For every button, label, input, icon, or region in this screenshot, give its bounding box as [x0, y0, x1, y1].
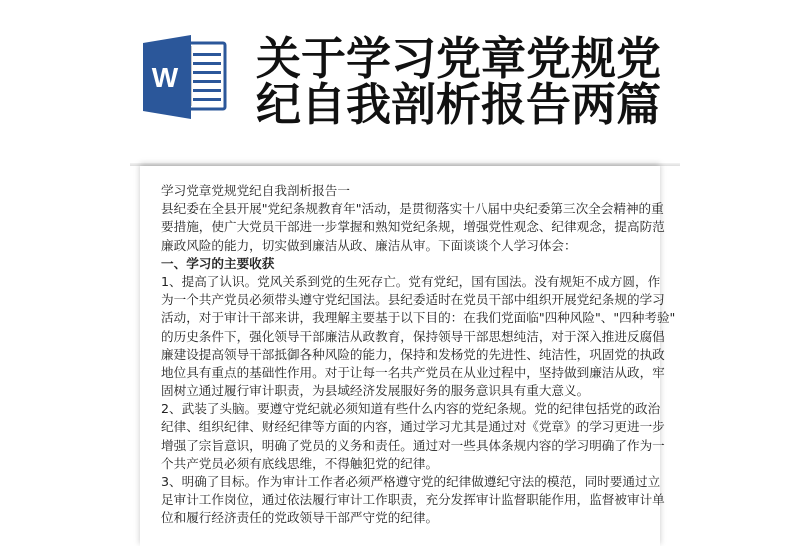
document-page	[140, 166, 676, 546]
document-subtitle: 学习党章党规党纪自我剖析报告一	[161, 183, 350, 198]
paragraph-line: 活动，对于审计干部来讲，我理解主要基于以下目的：在我们党面临"四种风险"、"四种考验"	[161, 310, 676, 326]
paragraph-line: 足审计工作岗位，通过依法履行审计工作职责，充分发挥审计监督职能作用，监督被审计单	[161, 492, 665, 508]
paragraph-line: 增强了宗旨意识，明确了党员的义务和责任。通过对一些具体条规内容的学习明确了作为一	[161, 437, 665, 453]
page-title	[256, 32, 662, 131]
paragraph-line: 2、武装了头脑。要遵守党纪就必须知道有些什么内容的党纪条规。党的纪律包括党的政治	[161, 401, 661, 417]
paragraph-line: 个共产党员必须有底线思维，不得触犯党的纪律。	[161, 455, 439, 471]
paragraph-line: 廉建设提高领导干部抵御各种风险的能力，保持和发杨党的先进性、纯洁性，巩固党的执政	[161, 346, 665, 362]
paragraph-line: 的历史条件下，强化领导干部廉洁从政教育，保持领导干部思想纯洁，对于深入推进反腐倡	[161, 328, 665, 344]
paragraph-line: 县纪委在全县开展"党纪条规教育年"活动，是贯彻落实十八届中央纪委第三次全会精神的重	[161, 201, 664, 217]
svg-text:W: W	[151, 62, 179, 93]
title-line: 纪自我剖析报告两篇	[256, 78, 662, 131]
paragraph-line: 廉政风险的能力，切实做到廉洁从政、廉洁从审。下面谈谈个人学习体会：	[161, 237, 577, 253]
title-line: 关于学习党章党规党	[256, 32, 662, 85]
paragraph-line: 地位具有重点的基础性作用。对于让每一名共产党员在从业过程中，坚持做到廉洁从政，牢	[161, 364, 665, 380]
paragraph-line: 要措施，使广大党员干部进一步掌握和熟知党纪条规，增强党性观念、纪律观念，提高防范	[161, 219, 665, 235]
document-body	[161, 182, 676, 528]
paragraph-line: 3、明确了目标。作为审计工作者必须严格遵守党的纪律做遵纪守法的模范，同时要通过立	[161, 474, 661, 489]
paragraph-line: 固树立通过履行审计职责，为县域经济发展服好务的服务意识具有重大意义。	[161, 383, 590, 399]
section-heading: 一、学习的主要收获	[161, 255, 275, 271]
paragraph-line: 1、提高了认识。党风关系到党的生死存亡。党有党纪，国有国法。没有规矩不成方圆，作	[161, 273, 661, 289]
paragraph-line: 位和履行经济责任的党政领导干部严守党的纪律。	[161, 510, 439, 526]
paragraph-line: 纪律、组织纪律、财经纪律等方面的内容，通过学习尤其是通过对《党章》的学习更进一步	[161, 419, 665, 435]
paragraph-line: 为一个共产党员必须带头遵守党纪国法。县纪委适时在党员干部中组织开展党纪条规的学习	[161, 292, 665, 308]
word-document-icon	[143, 35, 227, 119]
